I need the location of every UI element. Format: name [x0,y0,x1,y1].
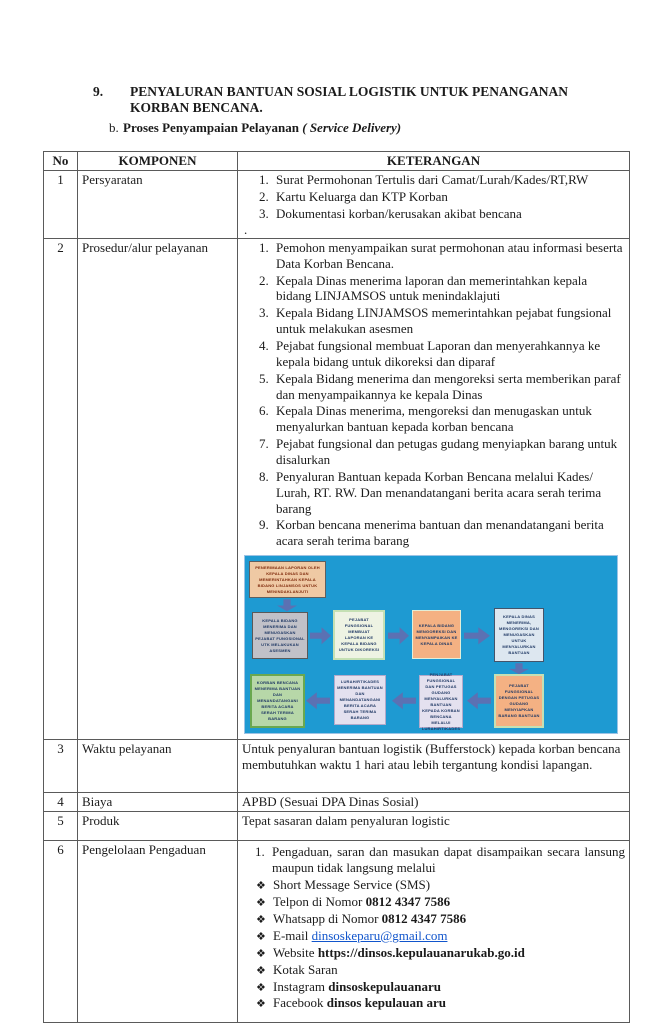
pengaduan-list [242,844,625,876]
email-link[interactable]: dinsoskeparu@gmail.com [311,927,448,943]
heading-number: 9. [93,84,104,99]
diamond-bullet-icon: ❖ [256,998,266,1011]
row6-no: 6 [44,841,78,1023]
list-item: 7. Pejabat fungsional dan petugas gudang menyiapkan barang untuk disalurkan [272,436,625,468]
heading-line2: KORBAN BENCANA. [130,100,263,116]
row1-keterangan [238,171,630,239]
phone-number: 0812 4347 7586 [365,894,451,910]
row1-komponen: Persyaratan [78,171,238,239]
row5-komponen: Produk [78,812,238,841]
list-item: 1. Pengaduan, saran dan masukan dapat disampaikan secara lansung maupun tidak langsung melalui [268,844,625,876]
header-no: No [44,152,78,171]
biaya-text: APBD (Sesuai DPA Dinas Sosial) [242,794,419,810]
stray-period: . [244,221,248,237]
diamond-bullet-icon: ❖ [256,897,266,910]
table-header-row [44,152,630,171]
flowchart-box-menyalurkan-bantuan: PENJABAT FUNGSIONAL DAN PETUGAS GUDANG MENYALURKAN BANTUAN KEPADA KORBAN BENCANA MELALUI LURAH/RT/KADES [419,675,463,728]
flowchart-box-kepala-bidang-menugaskan: KEPALA BIDANG MENERIMA DAN MENUGASKAN PEJABAT FUNGSIONAL UTK MELAKUKAN ASESMEN [252,612,308,659]
arrow-down-icon [509,663,529,674]
channel-whatsapp: ❖ Whatsapp di Nomor 0812 4347 7586 [256,910,467,926]
table-row [44,238,630,739]
flowchart-box-kepala-dinas-menugaskan: KEPALA DINAS MENERIMA, MENGOREKSI DAN MENUGASKAN UNTUK MENYALURKAN BANTUAN [494,608,544,662]
list-item: 1. Pemohon menyampaikan surat permohonan atau informasi beserta Data Korban Bencana. [272,240,625,272]
requirements-list [242,172,625,222]
section-heading [93,84,633,136]
row2-komponen: Prosedur/alur pelayanan [78,238,238,739]
row5-no: 5 [44,812,78,841]
diamond-bullet-icon: ❖ [256,947,266,960]
channel-website: ❖ Website https://dinsos.kepulauanarukab.go.id [256,944,525,960]
flowchart-box-kepala-bidang-menyampaikan: KEPALA BIDANG MENGOREKSI DAN MENYAMPAIKAN KE KEPALA DINAS [412,610,461,659]
waktu-text: Untuk penyaluran bantuan logistik (Bufferstock) kepada korban bencana membutuhkan waktu 1 hari atau lebih tergantung kondisi lapangan. [242,741,621,773]
table-row [44,812,630,841]
list-item: 8. Penyaluran Bantuan kepada Korban Bencana melalui Kades/ Lurah, RT. RW. Dan menandatangani berita acara serah terima barang [272,469,625,517]
procedure-list [242,240,625,549]
row6-komponen: Pengelolaan Pengaduan [78,841,238,1023]
produk-text: Tepat sasaran dalam penyaluran logistic [242,813,450,829]
list-item: 3. Dokumentasi korban/kerusakan akibat bencana [272,206,625,222]
list-item: 4. Pejabat fungsional membuat Laporan dan menyerahkannya ke kepala bidang untuk dikoreksi dan diparaf [272,338,625,370]
heading-line1: PENYALURAN BANTUAN SOSIAL LOGISTIK UNTUK PENANGANAN [130,84,568,99]
row2-no: 2 [44,238,78,739]
row6-keterangan [238,841,630,1023]
flowchart-box-penerimaan-laporan: PENERIMAAN LAPORAN OLEH KEPALA DINAS DAN MEMERINTAHKAN KEPALA BIDANG LINJAMSOS UNTUK MENINDAKLANJUTI [249,561,326,598]
channel-list [242,877,625,1012]
channel-facebook: ❖ Facebook dinsos kepulauan aru [256,995,447,1011]
table-row [44,841,630,1023]
channel-kotak-saran: ❖ Kotak Saran [256,961,338,977]
procedure-flowchart [244,555,618,734]
flowchart-box-lurah-menerima: LURAH/RT/KADES MENERIMA BANTUAN DAN MENANDATANGANI BERITA ACARA SERAH TERIMA BARANG [334,675,386,725]
channel-telpon: ❖ Telpon di Nomor 0812 4347 7586 [256,894,451,910]
channel-sms: ❖ Short Message Service (SMS) [256,877,431,893]
diamond-bullet-icon: ❖ [256,964,266,977]
arrow-left-icon [467,692,491,709]
diamond-bullet-icon: ❖ [256,913,266,926]
diamond-bullet-icon: ❖ [256,930,266,943]
channel-email: ❖ E-mail dinsoskeparu@gmail.com [256,927,448,943]
table-row [44,171,630,239]
list-item: 3. Kepala Bidang LINJAMSOS memerintahkan pejabat fungsional untuk melakukan asesmen [272,305,625,337]
row3-keterangan [238,740,630,793]
header-keterangan: KETERANGAN [238,152,630,171]
list-item: 1. Surat Permohonan Tertulis dari Camat/Lurah/Kades/RT,RW [272,172,625,188]
channel-instagram: ❖ Instagram dinsoskepulauanaru [256,978,441,994]
table-row [44,740,630,793]
list-item: 5. Kepala Bidang menerima dan mengoreksi serta memberikan paraf dan menyampaikannya ke kepala Dinas [272,371,625,403]
arrow-down-icon [277,599,297,611]
row4-keterangan [238,793,630,812]
table-row [44,793,630,812]
subheading-letter: b. [109,119,119,135]
subheading-title: Proses Penyampaian Pelayanan ( Service Delivery) [123,119,402,135]
arrow-right-icon [310,627,331,644]
diamond-bullet-icon: ❖ [256,981,266,994]
header-komponen: KOMPONEN [78,152,238,171]
arrow-right-icon [464,627,490,644]
arrow-right-icon [388,627,409,644]
website-url: https://dinsos.kepulauanarukab.go.id [317,944,525,960]
arrow-left-icon [392,692,416,709]
list-item: 9. Korban bencana menerima bantuan dan menandatangani berita acara serah terima barang [272,517,625,549]
flowchart-box-korban-menerima: KORBAN BENCANA MENERIMA BANTUAN DAN MENANDATANGANI BERITA ACARA SERAH TERIMA BARANG [250,674,305,728]
row3-no: 3 [44,740,78,793]
subheading-italic: ( Service Delivery) [302,119,402,135]
list-item: 2. Kepala Dinas menerima laporan dan memerintahkan kepala bidang LINJAMSOS untuk menindaklajuti [272,273,625,305]
instagram-handle: dinsoskepulauanaru [328,978,441,994]
row2-keterangan [238,238,630,739]
facebook-handle: dinsos kepulauan aru [326,995,447,1011]
row1-no: 1 [44,171,78,239]
arrow-left-icon [306,692,330,709]
diamond-bullet-icon: ❖ [256,880,266,893]
row4-komponen: Biaya [78,793,238,812]
flowchart-box-menyiapkan-barang: PEJABAT FUNGSIONAL DENGAN PETUGAS GUDANG MENYIAPKAN BARANG BANTUAN [494,674,544,728]
flowchart-box-pejabat-membuat-laporan: PEJABAT FUNGSIONAL MEMBUAT LAPORAN KE KEPALA BIDANG UNTUK DIKOREKSI [333,610,385,660]
list-item: 2. Kartu Keluarga dan KTP Korban [272,189,625,205]
service-delivery-table [43,151,630,1023]
whatsapp-number: 0812 4347 7586 [381,910,467,926]
list-item: 6. Kepala Dinas menerima, mengoreksi dan menugaskan untuk menyalurkan bantuan kepada korban bencana [272,403,625,435]
row3-komponen: Waktu pelayanan [78,740,238,793]
row4-no: 4 [44,793,78,812]
row5-keterangan [238,812,630,841]
